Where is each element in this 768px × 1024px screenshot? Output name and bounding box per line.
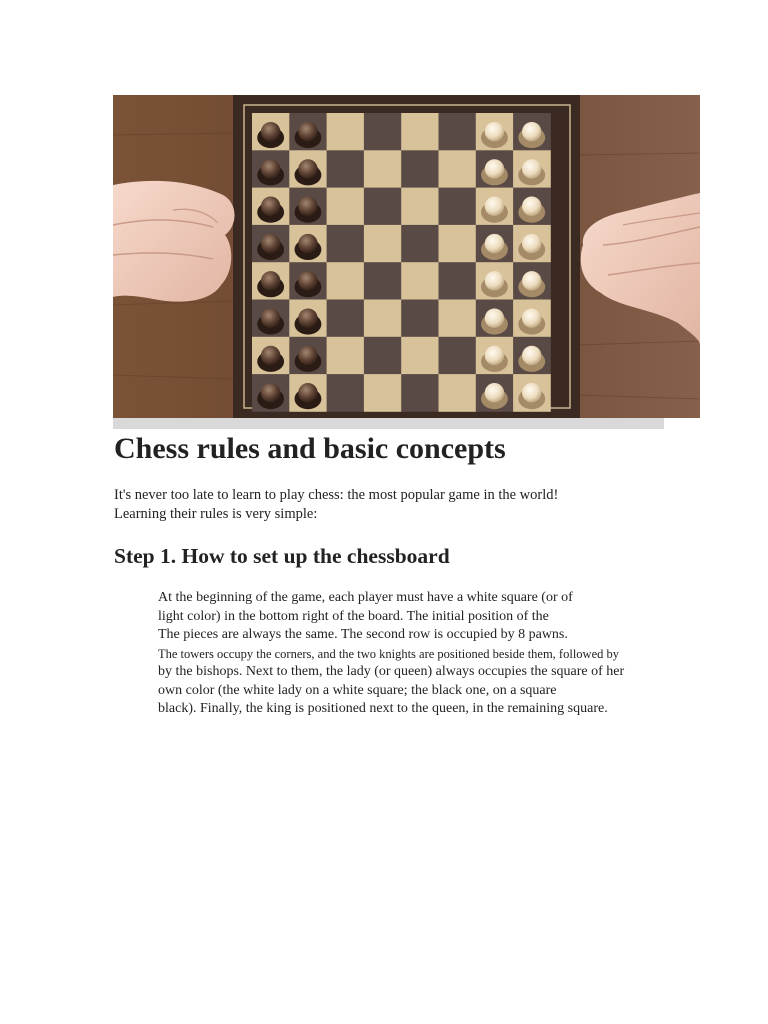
board-square: [439, 337, 477, 375]
light-piece: [485, 346, 504, 365]
step-1-heading: Step 1. How to set up the chessboard: [114, 544, 450, 568]
dark-piece: [261, 159, 280, 178]
board-square: [327, 150, 365, 188]
dark-piece: [298, 159, 317, 178]
board-square: [327, 225, 365, 263]
step-1-line: own color (the white lady on a white square; the black one, on a square: [158, 682, 557, 698]
board-square: [401, 225, 439, 263]
board-square: [439, 225, 477, 263]
light-piece: [485, 383, 504, 402]
board-square: [401, 113, 439, 151]
light-piece: [522, 383, 541, 402]
chessboard-photo: [113, 95, 700, 418]
board-square: [439, 262, 477, 300]
board-square: [439, 300, 477, 338]
board-square: [364, 188, 402, 226]
intro-paragraph: [114, 486, 558, 524]
light-piece: [522, 197, 541, 216]
light-piece: [485, 234, 504, 253]
light-piece: [485, 271, 504, 290]
page-title: Chess rules and basic concepts: [114, 432, 506, 465]
dark-piece: [261, 197, 280, 216]
step-1-line: The pieces are always the same. The second row is occupied by 8 pawns.: [158, 627, 568, 642]
dark-piece: [261, 234, 280, 253]
light-piece: [485, 308, 504, 327]
step-1-paragraph: [158, 589, 624, 719]
image-caption-bar: [113, 418, 664, 429]
light-piece: [522, 159, 541, 178]
dark-piece: [298, 346, 317, 365]
dark-piece: [261, 346, 280, 365]
step-1-line: black). Finally, the king is positioned next to the queen, in the remaining square.: [158, 701, 608, 716]
dark-piece: [298, 271, 317, 290]
light-piece: [522, 308, 541, 327]
dark-piece: [298, 383, 317, 402]
board-square: [401, 188, 439, 226]
board-square: [401, 337, 439, 375]
intro-line: It's never too late to learn to play chess: the most popular game in the world!: [114, 487, 559, 503]
board-square: [364, 374, 402, 412]
dark-piece: [261, 308, 280, 327]
board-square: [401, 262, 439, 300]
left-hands: [113, 181, 235, 302]
board-square: [364, 300, 402, 338]
board-square: [327, 300, 365, 338]
board-square: [364, 225, 402, 263]
board-square: [401, 150, 439, 188]
dark-piece: [298, 197, 317, 216]
light-piece: [522, 234, 541, 253]
step-1-line: light color) in the bottom right of the board. The initial position of the: [158, 608, 549, 624]
board-square: [439, 150, 477, 188]
light-piece: [485, 159, 504, 178]
step-1-line: The towers occupy the corners, and the two knights are positioned beside them, followed by: [158, 646, 619, 661]
dark-piece: [298, 122, 317, 141]
board-square: [364, 150, 402, 188]
board-square: [327, 262, 365, 300]
board-square: [327, 113, 365, 151]
light-piece: [485, 122, 504, 141]
board-square: [364, 262, 402, 300]
light-piece: [522, 271, 541, 290]
board-square: [401, 300, 439, 338]
dark-piece: [261, 271, 280, 290]
light-piece: [485, 197, 504, 216]
intro-line: Learning their rules is very simple:: [114, 506, 318, 522]
dark-piece: [261, 122, 280, 141]
board-square: [327, 374, 365, 412]
dark-piece: [261, 383, 280, 402]
board-square: [439, 374, 477, 412]
board-square: [439, 113, 477, 151]
board-square: [364, 337, 402, 375]
board-square: [401, 374, 439, 412]
dark-piece: [298, 308, 317, 327]
board-square: [327, 188, 365, 226]
board-square: [364, 113, 402, 151]
board-square: [327, 337, 365, 375]
board-square: [439, 188, 477, 226]
step-1-line: At the beginning of the game, each player must have a white square (or of: [158, 590, 573, 605]
dark-piece: [298, 234, 317, 253]
light-piece: [522, 346, 541, 365]
light-piece: [522, 122, 541, 141]
step-1-line: by the bishops. Next to them, the lady (or queen) always occupies the square of her: [158, 664, 625, 679]
